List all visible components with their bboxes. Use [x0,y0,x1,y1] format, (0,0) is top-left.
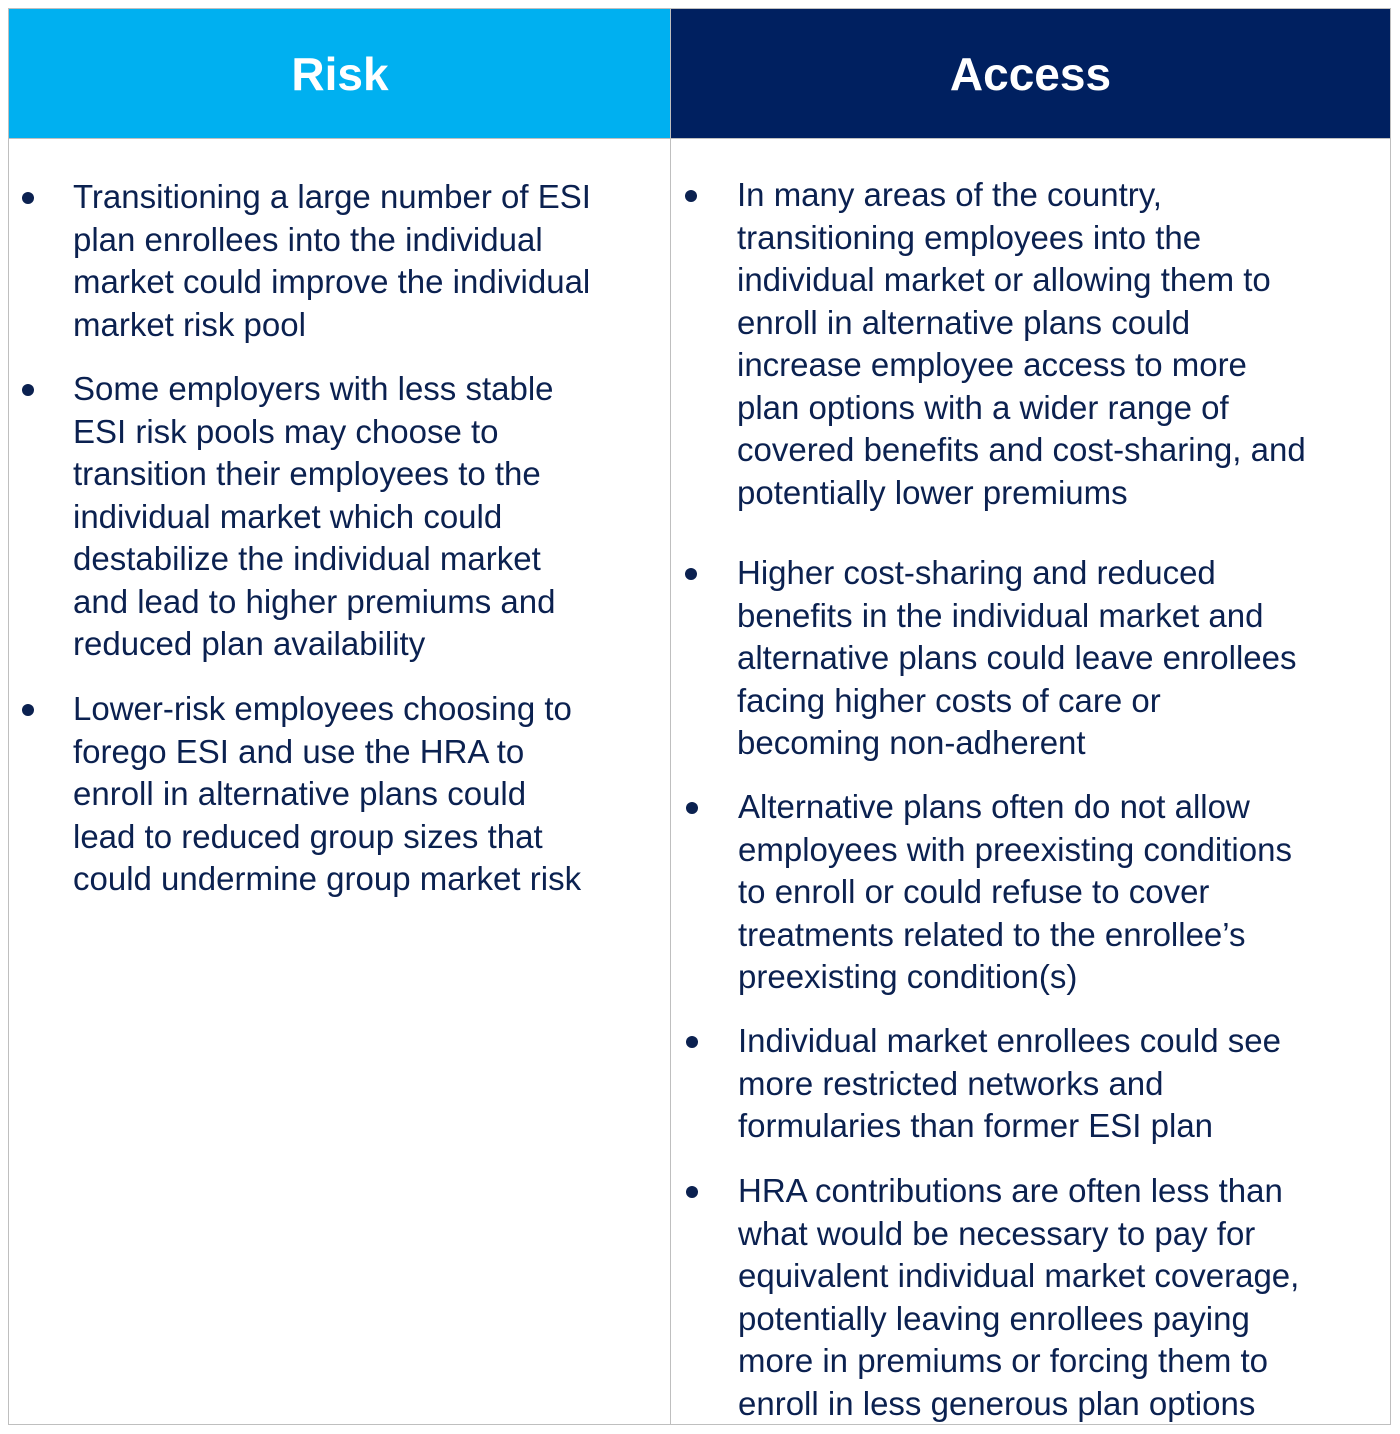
access-item: Higher cost-sharing and reduced benefits in the individual market and alternative plans could leave enrollees facing higher costs of care or becoming non-adherent [737,554,1297,761]
bullet-icon [686,1186,698,1198]
access-item: Alternative plans often do not allow employees with preexisting conditions to enroll or could refuse to cover treatments related to the enrollee’s preexisting condition(s) [738,788,1292,995]
access-item: In many areas of the country, transitioning employees into the individual market or allowing them to enroll in alternative plans could increase employee access to more plan options with a wider range of covered benefits and cost-sharing, and potentially lower premiums [737,176,1306,511]
access-item: Individual market enrollees could see more restricted networks and formularies than former ESI plan [738,1022,1281,1144]
bullet-icon [686,1036,698,1048]
header-divider [9,138,1390,139]
bullet-icon [22,192,34,204]
risk-item: Lower-risk employees choosing to forego ESI and use the HRA to enroll in alternative plans could lead to reduced group sizes that could undermine group market risk [73,690,582,897]
bullet-icon [22,704,34,716]
risk-item: Some employers with less stable ESI risk pools may choose to transition their employees to the individual market which could destabilize the individual market and lead to higher premiums and reduced plan availability [73,370,556,662]
bullet-icon [685,568,697,580]
access-header: Access [671,9,1390,138]
bullet-icon [686,802,698,814]
bullet-icon [685,190,697,202]
access-item: HRA contributions are often less than what would be necessary to pay for equivalent individual market coverage, potentially leaving enrollees paying more in premiums or forcing them to enroll in less generous plan options [738,1172,1300,1422]
risk-header: Risk [9,9,671,138]
column-divider [670,9,671,1424]
risk-item: Transitioning a large number of ESI plan enrollees into the individual market could improve the individual market risk pool [73,178,591,343]
bullet-icon [22,384,34,396]
